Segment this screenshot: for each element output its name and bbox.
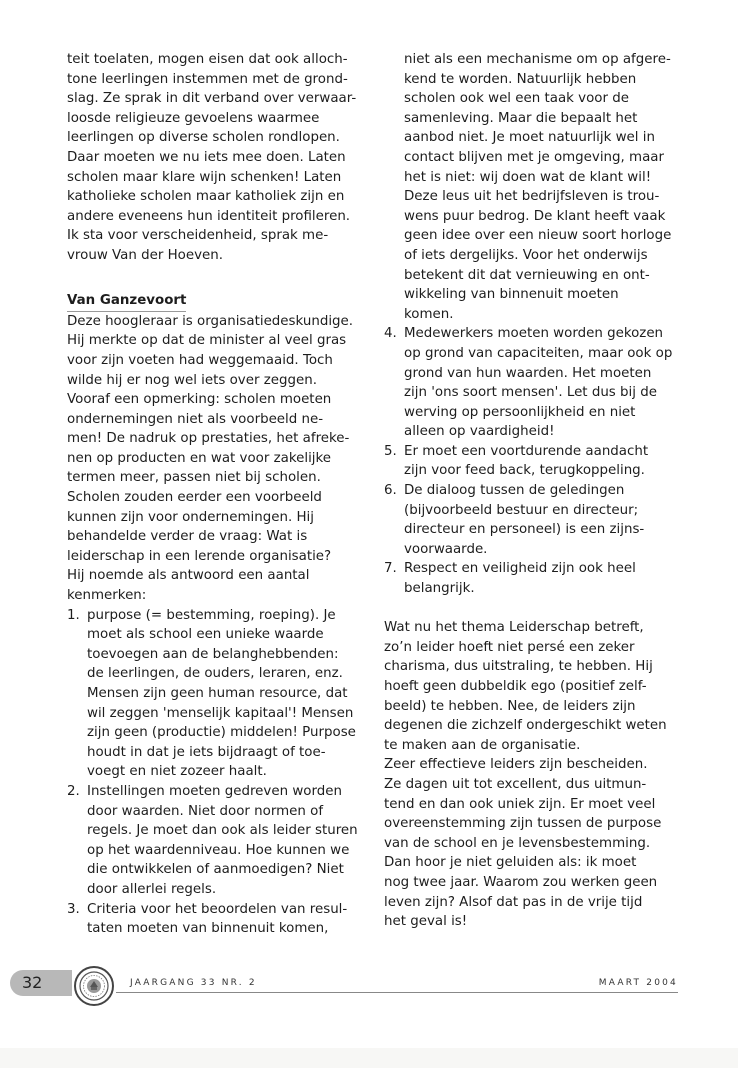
text-line: slag. Ze sprak in dit verband over verwaar-: [67, 91, 357, 107]
body-paragraph: [67, 312, 367, 606]
text-line: men! De nadruk op prestaties, het afreke-: [67, 431, 350, 447]
text-line: charisma, dus uitstraling, te hebben. Hij: [384, 659, 653, 675]
text-line: termen meer, passen niet bij scholen.: [67, 470, 321, 486]
text-line: nen op producten en wat voor zakelijke: [67, 450, 332, 466]
text-line: grond van hun waarden. Het moeten: [404, 365, 652, 381]
text-line: tend en dan ook uniek zijn. Er moet veel: [384, 796, 656, 812]
text-line: toevoegen aan de belanghebbenden:: [87, 646, 339, 662]
text-line: alleen op vaardigheid!: [404, 424, 555, 440]
text-line: leiderschap in een lerende organisatie?: [67, 548, 332, 564]
list-number: 2.: [67, 783, 80, 799]
list-item: [384, 481, 684, 559]
text-line: betekent dit dat vernieuwing en ont-: [404, 267, 650, 283]
text-line: samenleving. Maar die bepaalt het: [404, 110, 638, 126]
list-item: [384, 442, 684, 481]
list-number: 5.: [384, 443, 397, 459]
text-line: Hij noemde als antwoord een aantal: [67, 568, 310, 584]
closing-paragraph: [384, 618, 684, 932]
text-line: behandelde verder de vraag: Wat is: [67, 529, 308, 545]
section-heading: Van Ganzevoort: [67, 291, 367, 312]
text-line: nog twee jaar. Waarom zou werken geen: [384, 874, 658, 890]
text-line: Ik sta voor verscheidenheid, sprak me-: [67, 228, 329, 244]
text-line: teit toelaten, mogen eisen dat ook alloch-: [67, 52, 348, 67]
text-line: voorwaarde.: [404, 541, 488, 557]
text-line: overeenstemming zijn tussen de purpose: [384, 816, 662, 832]
text-line: Hij merkte op dat de minister al veel gras: [67, 333, 347, 349]
page-footer: [0, 966, 738, 1002]
text-line: scholen ook wel een taak voor de: [404, 91, 629, 107]
text-line: loosde religieuze gevoelens waarmee: [67, 110, 320, 126]
text-line: belangrijk.: [404, 581, 475, 597]
text-line: geen idee over een nieuw soort horloge: [404, 228, 672, 244]
text-line: niet als een mechanisme om op afgere-: [404, 52, 671, 67]
text-line: door waarden. Niet door normen of: [87, 803, 324, 819]
text-line: wil zeggen 'menselijk kapitaal'! Mensen: [87, 705, 354, 721]
text-line: kend te worden. Natuurlijk hebben: [404, 71, 637, 87]
text-line: te maken aan de organisatie.: [384, 737, 581, 753]
text-line: Deze hoogleraar is organisatiedeskundige.: [67, 313, 354, 329]
text-line: Ze dagen uit tot excellent, dus uitmun-: [384, 776, 647, 792]
text-line: hoeft geen dubbeldik ego (positief zelf-: [384, 679, 647, 694]
list-item: [67, 782, 367, 900]
text-line: Scholen zouden eerder een voorbeeld: [67, 490, 322, 506]
text-line: ondernemingen niet als voorbeeld ne-: [67, 411, 324, 427]
text-line: degenen die zichzelf ondergeschikt weten: [384, 718, 667, 734]
text-line: kunnen zijn voor ondernemingen. Hij: [67, 509, 314, 525]
text-line: andere eveneens hun identiteit profileren.: [67, 208, 351, 224]
text-line: Instellingen moeten gedreven worden: [87, 783, 342, 799]
text-line: contact blijven met je omgeving, maar: [404, 149, 665, 165]
list-item: [67, 900, 367, 939]
text-line: Deze leus uit het bedrijfsleven is trou-: [404, 189, 660, 205]
text-line: komen.: [404, 306, 454, 322]
footer-divider: [116, 992, 678, 993]
list-number: 7.: [384, 561, 397, 577]
list-item: [384, 324, 684, 442]
numbered-list: [67, 606, 367, 939]
text-line: wilde hij er nog wel iets over zeggen.: [67, 372, 317, 388]
numbered-list: [384, 324, 684, 598]
issue-date: MAART 2004: [598, 978, 678, 988]
text-line: door allerlei regels.: [87, 881, 217, 897]
text-line: tone leerlingen instemmen met de grond-: [67, 71, 348, 87]
text-line: zijn 'ons soort mensen'. Let dus bij de: [404, 385, 657, 401]
text-line: zijn geen (productie) middelen! Purpose: [87, 725, 356, 741]
text-line: Respect en veiligheid zijn ook heel: [404, 561, 636, 577]
text-line: vrouw Van der Hoeven.: [67, 247, 223, 263]
text-line: of iets dergelijks. Voor het onderwijs: [404, 247, 648, 263]
text-line: katholieke scholen maar katholiek zijn en: [67, 189, 345, 205]
text-line: zo’n leider hoeft niet persé een zeker: [384, 639, 635, 655]
text-line: aanbod niet. Je moet natuurlijk wel in: [404, 130, 655, 146]
continuation-paragraph: [384, 50, 684, 324]
list-number: 6.: [384, 483, 397, 499]
text-line: leven zijn? Alsof dat pas in de vrije tijd: [384, 894, 643, 910]
text-line: Dan hoor je niet geluiden als: ik moet: [384, 855, 637, 871]
text-line: De dialoog tussen de geledingen: [404, 483, 625, 499]
list-number: 3.: [67, 901, 80, 917]
list-number: 1.: [67, 607, 80, 623]
text-line: van de school en je levensbestemming.: [384, 835, 651, 851]
seal-emblem-icon: [74, 966, 114, 1006]
text-line: werving op persoonlijkheid en niet: [404, 404, 636, 420]
text-line: taten moeten van binnenuit komen,: [87, 921, 329, 937]
text-line: wikkeling van binnenuit moeten: [404, 287, 619, 303]
page-number: 32: [10, 970, 72, 996]
text-line: moet als school een unieke waarde: [87, 627, 324, 643]
text-line: voor zijn voeten had weggemaaid. Toch: [67, 352, 333, 368]
text-line: op grond van capaciteiten, maar ook op: [404, 345, 673, 361]
text-line: directeur en personeel) is een zijns-: [404, 522, 645, 538]
journal-issue: JAARGANG 33 NR. 2: [130, 978, 257, 988]
list-item: [67, 606, 367, 782]
text-line: houdt in dat je iets bijdraagt of toe-: [87, 744, 326, 760]
text-line: purpose (= bestemming, roeping). Je: [87, 607, 336, 623]
list-item: [384, 559, 684, 598]
text-line: beeld) te hebben. Nee, de leiders zijn: [384, 698, 636, 714]
text-line: Er moet een voortdurende aandacht: [404, 443, 649, 459]
text-line: kenmerken:: [67, 588, 147, 604]
text-line: scholen maar klare wijn schenken! Laten: [67, 169, 342, 185]
intro-paragraph: [67, 50, 367, 266]
left-column: [67, 50, 367, 939]
text-line: zijn voor feed back, terugkoppeling.: [404, 463, 645, 479]
text-line: de leerlingen, de ouders, leraren, enz.: [87, 666, 343, 682]
text-line: op het waardenniveau. Hoe kunnen we: [87, 842, 350, 858]
text-line: die ontwikkelen of aanmoedigen? Niet: [87, 862, 344, 878]
text-line: het geval is!: [384, 914, 468, 930]
right-column: [384, 50, 684, 932]
text-line: voegt en niet zozeer haalt.: [87, 764, 267, 780]
text-line: Mensen zijn geen human resource, dat: [87, 686, 348, 701]
text-line: Vooraf een opmerking: scholen moeten: [67, 392, 332, 408]
list-number: 4.: [384, 326, 397, 342]
text-line: Wat nu het thema Leiderschap betreft,: [384, 620, 644, 636]
text-line: (bijvoorbeeld bestuur en directeur;: [404, 502, 639, 518]
text-line: regels. Je moet dan ook als leider sturen: [87, 823, 358, 839]
text-line: Medewerkers moeten worden gekozen: [404, 326, 664, 342]
text-line: leerlingen op diverse scholen rondlopen.: [67, 130, 340, 146]
text-line: Zeer effectieve leiders zijn bescheiden.: [384, 757, 648, 773]
text-line: het is niet: wij doen wat de klant wil!: [404, 169, 652, 185]
text-line: wens puur bedrog. De klant heeft vaak: [404, 208, 666, 224]
text-line: Criteria voor het beoordelen van resul-: [87, 901, 348, 917]
text-line: Daar moeten we nu iets mee doen. Laten: [67, 149, 346, 165]
